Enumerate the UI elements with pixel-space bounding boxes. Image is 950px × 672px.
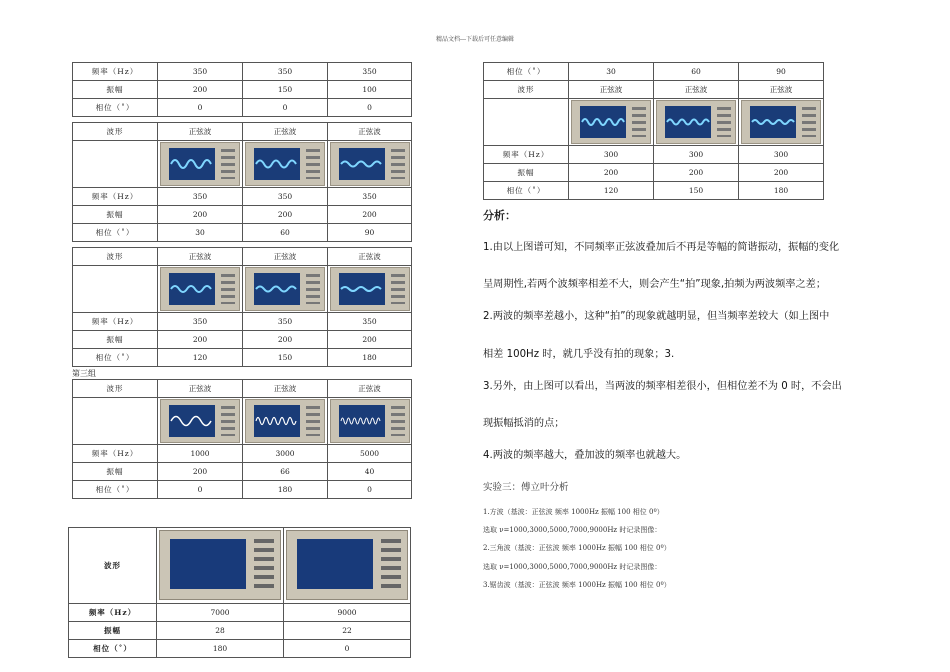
row-label: 相位（˚）: [73, 349, 158, 367]
table-row: [484, 63, 824, 81]
cell: 150: [654, 182, 739, 200]
cell: 300: [654, 146, 739, 164]
cell: 5000: [328, 445, 412, 463]
row-label: 相位（˚）: [69, 640, 157, 658]
wave-type: 正弦波: [328, 380, 412, 398]
oscilloscope-photo: [330, 267, 410, 311]
cell: 0: [158, 481, 243, 499]
row-label: 相位（˚）: [484, 63, 569, 81]
cell: 120: [569, 182, 654, 200]
cell: 28: [157, 622, 284, 640]
table-row: [73, 463, 412, 481]
oscilloscope-photo: [160, 399, 240, 443]
cell: 350: [243, 313, 328, 331]
wave-label: 波形: [73, 380, 158, 398]
row-label: 振幅: [484, 164, 569, 182]
scope-cell: [158, 398, 243, 445]
cell: 60: [654, 63, 739, 81]
table-row: [484, 81, 824, 99]
wave-type: 正弦波: [243, 248, 328, 266]
oscilloscope-photo: [741, 100, 821, 144]
cell: 40: [328, 463, 412, 481]
cell: 200: [739, 164, 824, 182]
cell: 200: [158, 81, 243, 99]
row-label: 频率（Hz）: [484, 146, 569, 164]
table-row: [73, 63, 412, 81]
analysis-paragraph: 现振幅抵消的点；: [483, 418, 565, 429]
table-row: [484, 146, 824, 164]
table-row: [69, 604, 411, 622]
cell: 200: [158, 463, 243, 481]
wave-type: 正弦波: [328, 123, 412, 141]
table-row: [484, 182, 824, 200]
oscilloscope-photo: [245, 399, 325, 443]
table-phase-1: [72, 122, 412, 242]
cell: 60: [243, 224, 328, 242]
cell: 350: [243, 188, 328, 206]
row-label: 振幅: [69, 622, 157, 640]
oscilloscope-photo: [330, 399, 410, 443]
table-row: [73, 380, 412, 398]
table-right-phase: [483, 62, 824, 200]
scope-cell: [243, 141, 328, 188]
oscilloscope-photo: [159, 530, 281, 600]
page-header: 精品文档---下载后可任意编辑: [435, 36, 515, 43]
analysis-paragraph: 1.由以上图谱可知，不同频率正弦波叠加后不再是等幅的简谐振动，振幅的变化: [483, 242, 840, 253]
row-label: 频率（Hz）: [69, 604, 157, 622]
table-row: [73, 398, 412, 445]
scope-cell: [158, 141, 243, 188]
scope-cell: [328, 141, 412, 188]
cell: 350: [328, 313, 412, 331]
experiment-line: 1.方波（基波：正弦波 频率 1000Hz 振幅 100 相位 0º）: [483, 508, 664, 516]
scope-cell: [158, 266, 243, 313]
cell: 350: [328, 63, 412, 81]
table-row: [73, 99, 412, 117]
table-row: [73, 123, 412, 141]
table-row: [69, 528, 411, 604]
cell: 350: [158, 63, 243, 81]
table-row: [73, 248, 412, 266]
row-label: 相位（˚）: [73, 224, 158, 242]
wave-type: 正弦波: [243, 123, 328, 141]
oscilloscope-photo: [160, 142, 240, 186]
scope-cell: [243, 398, 328, 445]
table-row: [484, 99, 824, 146]
row-label: 振幅: [73, 463, 158, 481]
experiment-line: 3.锯齿波（基波：正弦波 频率 1000Hz 振幅 100 相位 0º）: [483, 581, 671, 589]
wave-type: 正弦波: [158, 248, 243, 266]
cell: 200: [328, 331, 412, 349]
cell: 0: [328, 481, 412, 499]
cell: 22: [284, 622, 411, 640]
scope-cell: [284, 528, 411, 604]
cell: 200: [158, 331, 243, 349]
cell: 180: [243, 481, 328, 499]
cell: 200: [158, 206, 243, 224]
experiment-title: 实验三：傅立叶分析: [483, 482, 569, 493]
oscilloscope-photo: [245, 267, 325, 311]
wave-type: 正弦波: [328, 248, 412, 266]
experiment-line: 选取 ν=1000,3000,5000,7000,9000Hz 时记录图像：: [483, 563, 662, 571]
row-label: 相位（˚）: [73, 99, 158, 117]
cell: 0: [158, 99, 243, 117]
cell: 200: [569, 164, 654, 182]
cell: 120: [158, 349, 243, 367]
cell: 350: [158, 313, 243, 331]
cell: 200: [243, 206, 328, 224]
table-row: [73, 349, 412, 367]
table-row: [73, 141, 412, 188]
cell: 30: [158, 224, 243, 242]
analysis-title: 分析：: [483, 209, 516, 222]
scope-cell: [328, 266, 412, 313]
cell: 350: [158, 188, 243, 206]
table-row: [73, 445, 412, 463]
cell: 0: [284, 640, 411, 658]
row-label: 频率（Hz）: [73, 313, 158, 331]
cell: 180: [739, 182, 824, 200]
table-row: [73, 331, 412, 349]
row-label: 相位（˚）: [73, 481, 158, 499]
table-row: [73, 313, 412, 331]
row-label: 相位（˚）: [484, 182, 569, 200]
experiment-line: 2.三角波（基波：正弦波 频率 1000Hz 振幅 100 相位 0º）: [483, 544, 671, 552]
cell: 90: [739, 63, 824, 81]
row-label: 振幅: [73, 206, 158, 224]
cell: 350: [243, 63, 328, 81]
table-row: [73, 266, 412, 313]
cell: 150: [243, 81, 328, 99]
scope-cell: [243, 266, 328, 313]
table-row: [73, 481, 412, 499]
cell: 3000: [243, 445, 328, 463]
wave-type: 正弦波: [739, 81, 824, 99]
table-group3: [72, 379, 412, 499]
wave-type: 正弦波: [158, 380, 243, 398]
wave-label: 波形: [69, 528, 157, 604]
scope-cell: [654, 99, 739, 146]
cell: 150: [243, 349, 328, 367]
table-row: [73, 81, 412, 99]
cell: 100: [328, 81, 412, 99]
wave-label: 波形: [484, 81, 569, 99]
cell: 300: [739, 146, 824, 164]
group-label: 第三组: [72, 369, 96, 378]
wave-type: 正弦波: [569, 81, 654, 99]
cell: 7000: [157, 604, 284, 622]
table-group3-high: [68, 527, 411, 658]
wave-label: 波形: [73, 123, 158, 141]
empty-cell: [484, 99, 569, 146]
cell: 200: [243, 331, 328, 349]
wave-type: 正弦波: [158, 123, 243, 141]
oscilloscope-photo: [656, 100, 736, 144]
oscilloscope-photo: [571, 100, 651, 144]
cell: 90: [328, 224, 412, 242]
analysis-paragraph: 2.两波的频率差越小，这种“拍”的现象就越明显，但当频率差较大（如上图中: [483, 311, 830, 322]
table-row: [73, 206, 412, 224]
cell: 180: [328, 349, 412, 367]
scope-cell: [739, 99, 824, 146]
analysis-paragraph: 相差 100Hz 时，就几乎没有拍的现象；3.: [483, 349, 675, 360]
wave-type: 正弦波: [243, 380, 328, 398]
cell: 9000: [284, 604, 411, 622]
scope-cell: [569, 99, 654, 146]
scope-cell: [328, 398, 412, 445]
oscilloscope-photo: [160, 267, 240, 311]
cell: 200: [654, 164, 739, 182]
wave-type: 正弦波: [654, 81, 739, 99]
row-label: 频率（Hz）: [73, 63, 158, 81]
cell: 0: [243, 99, 328, 117]
table-row: [484, 164, 824, 182]
cell: 1000: [158, 445, 243, 463]
table-amplitude: [72, 62, 412, 117]
cell: 300: [569, 146, 654, 164]
cell: 180: [157, 640, 284, 658]
wave-label: 波形: [73, 248, 158, 266]
cell: 200: [328, 206, 412, 224]
table-phase-2: [72, 247, 412, 367]
empty-cell: [73, 266, 158, 313]
cell: 30: [569, 63, 654, 81]
row-label: 振幅: [73, 81, 158, 99]
table-row: [73, 224, 412, 242]
cell: 0: [328, 99, 412, 117]
scope-cell: [157, 528, 284, 604]
analysis-paragraph: 呈周期性,若两个波频率相差不大，则会产生“拍”现象,拍频为两波频率之差；: [483, 279, 827, 290]
row-label: 频率（Hz）: [73, 445, 158, 463]
experiment-line: 选取 ν=1000,3000,5000,7000,9000Hz 时记录图像：: [483, 526, 662, 534]
cell: 66: [243, 463, 328, 481]
row-label: 振幅: [73, 331, 158, 349]
analysis-paragraph: 4.两波的频率越大，叠加波的频率也就越大。: [483, 450, 687, 461]
empty-cell: [73, 398, 158, 445]
cell: 350: [328, 188, 412, 206]
row-label: 频率（Hz）: [73, 188, 158, 206]
oscilloscope-photo: [330, 142, 410, 186]
oscilloscope-photo: [245, 142, 325, 186]
table-row: [69, 622, 411, 640]
table-row: [69, 640, 411, 658]
empty-cell: [73, 141, 158, 188]
oscilloscope-photo: [286, 530, 408, 600]
analysis-paragraph: 3.另外，由上图可以看出，当两波的频率相差很小，但相位差不为 0 时，不会出: [483, 381, 842, 392]
table-row: [73, 188, 412, 206]
